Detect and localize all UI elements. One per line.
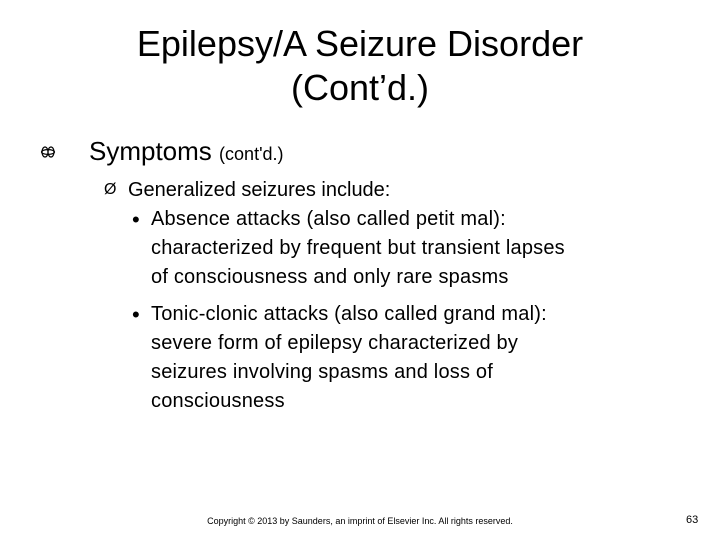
- text-line: seizures involving spasms and loss of: [151, 361, 493, 383]
- page-number: 63: [686, 514, 699, 526]
- arrow-bullet-icon: Ø: [104, 181, 117, 198]
- bullet-absence-attacks: [132, 205, 672, 292]
- slide-title: [60, 22, 660, 110]
- bullet-tonic-clonic-attacks: [132, 300, 672, 416]
- text-line: consciousness: [151, 390, 285, 412]
- dot-bullet-icon: •: [132, 207, 140, 232]
- copyright-footer: Copyright © 2013 by Saunders, an imprint of Elsevier Inc. All rights reserved.: [207, 516, 513, 526]
- symptoms-label: Symptoms: [89, 136, 212, 166]
- bullet-level-1-text: [89, 133, 284, 172]
- bullet-level-2: [104, 175, 704, 205]
- text-line: Absence attacks (also called petit mal):: [151, 208, 506, 230]
- bullet-level-1: [40, 133, 700, 169]
- contd-label: (cont'd.): [219, 144, 284, 164]
- text-line: Tonic-clonic attacks (also called grand mal):: [151, 303, 547, 325]
- bullet-level-2-text: Generalized seizures include:: [128, 179, 391, 201]
- text-line: characterized by frequent but transient lapses: [151, 237, 565, 259]
- bullet-tonic-clonic-attacks-text: [151, 300, 671, 416]
- text-line: severe form of epilepsy characterized by: [151, 332, 519, 354]
- dot-bullet-icon: •: [132, 302, 140, 327]
- bullet-absence-attacks-text: [151, 205, 671, 292]
- slide-title-line-2: (Cont’d.): [290, 67, 430, 108]
- slide-title-line-1: Epilepsy/A Seizure Disorder: [136, 23, 584, 64]
- text-line: of consciousness and only rare spasms: [151, 266, 509, 288]
- flower-bullet-icon: [40, 144, 56, 160]
